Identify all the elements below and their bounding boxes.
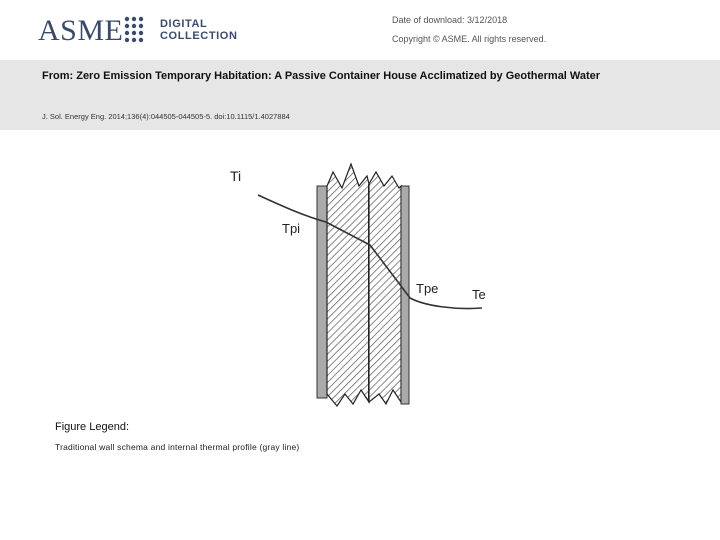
- logo-digital-collection: DIGITAL COLLECTION: [160, 18, 238, 42]
- copyright-notice: Copyright © ASME. All rights reserved.: [392, 34, 547, 44]
- left-insulation-block: [327, 164, 369, 406]
- article-info-band: [0, 60, 720, 130]
- asme-logo[interactable]: [38, 12, 248, 52]
- article-citation: J. Sol. Energy Eng. 2014;136(4):044505-044505-5. doi:10.1115/1.4027884: [42, 112, 290, 121]
- label-te: Te: [472, 287, 486, 302]
- right-insulation-block: [369, 172, 401, 404]
- label-tpe: Tpe: [416, 281, 439, 296]
- wall-thermal-profile-figure: [220, 150, 510, 410]
- inner-thin-layer: [317, 186, 327, 398]
- label-tpi: Tpi: [282, 221, 301, 236]
- label-ti: Ti: [230, 168, 242, 184]
- figure-legend-text: Traditional wall schema and internal thermal profile (gray line): [55, 442, 300, 452]
- logo-dots-icon: [122, 14, 152, 48]
- download-date: Date of download: 3/12/2018: [392, 15, 508, 25]
- logo-wordmark: ASME: [38, 14, 124, 47]
- figure-legend-heading: Figure Legend:: [55, 421, 129, 433]
- article-title: From: Zero Emission Temporary Habitation: A Passive Container House Acclimatized by Geothermal Water: [42, 70, 601, 82]
